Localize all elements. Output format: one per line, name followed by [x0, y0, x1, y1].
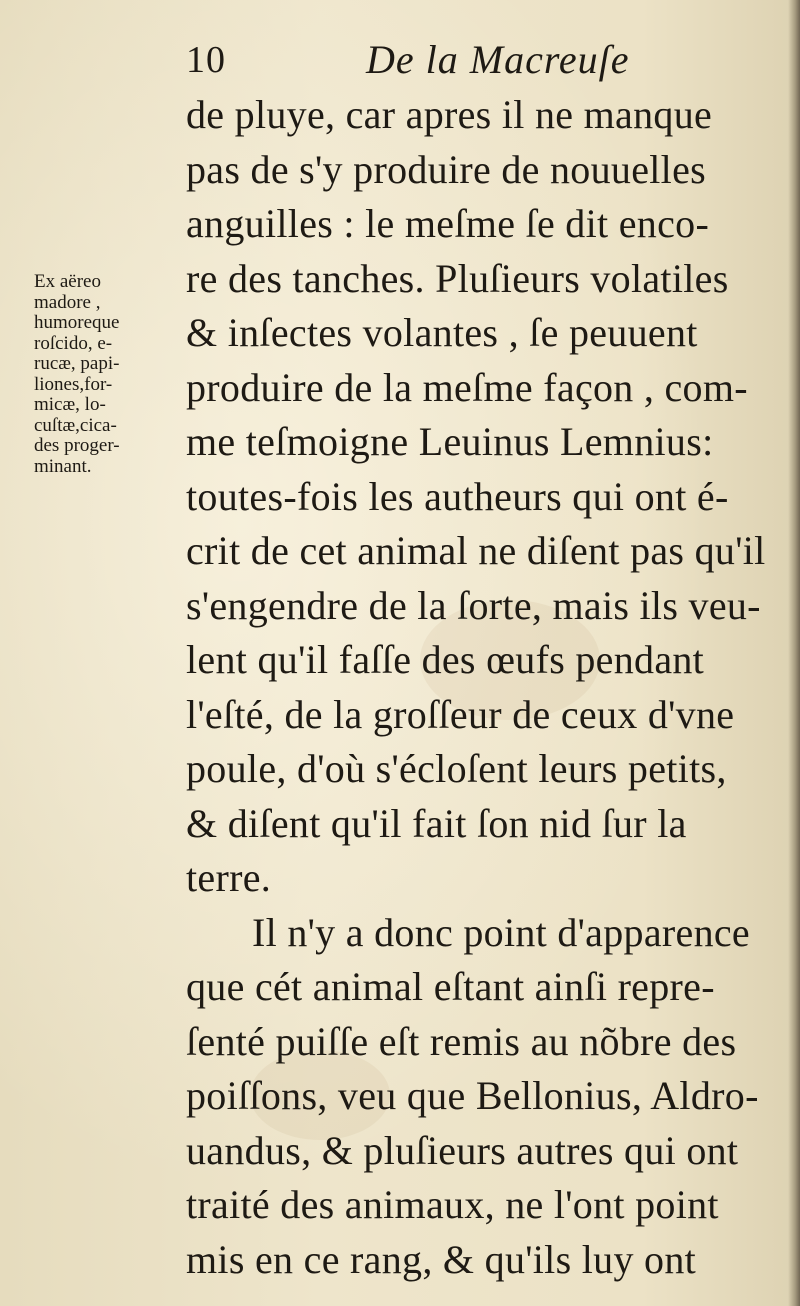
margin-note-line: cuſtæ,cica-	[34, 414, 117, 436]
margin-note-line: roſcido, e-	[34, 332, 113, 354]
text-line: toutes-fois les autheurs qui ont é-	[186, 473, 729, 519]
text-line: & diſent qu'il fait ſon nid ſur la	[186, 800, 687, 846]
margin-note-line: liones,for-	[34, 373, 113, 395]
margin-note	[34, 272, 184, 477]
text-line: l'eſté, de la groſſeur de ceux d'vne	[186, 691, 735, 737]
text-line: mis en ce rang, & qu'ils luy ont	[186, 1236, 697, 1282]
text-line: re des tanches. Pluſieurs volatiles	[186, 255, 729, 301]
margin-note-line: minant.	[34, 455, 92, 477]
body-text	[186, 88, 790, 1287]
text-line: poiſſons, veu que Bellonius, Aldro-	[186, 1073, 759, 1118]
text-line: que cét animal eſtant ainſi repre-	[186, 964, 715, 1009]
page-edge-shadow	[788, 0, 800, 1306]
text-line: traité des animaux, ne l'ont point	[186, 1182, 719, 1227]
margin-note-line: des proger-	[34, 435, 120, 456]
text-line: & inſectes volantes , ſe peuuent	[186, 310, 698, 355]
margin-note-line: humoreque	[34, 312, 120, 333]
running-title: De la Macreuſe	[366, 37, 630, 82]
paragraph-start-line: Il n'y a donc point d'apparence	[252, 909, 750, 955]
text-line: poule, d'où s'écloſent leurs petits,	[186, 746, 727, 791]
text-line: produire de la meſme façon , com-	[186, 364, 748, 410]
text-line: uandus, & pluſieurs autres qui ont	[186, 1127, 739, 1173]
text-line: terre.	[186, 855, 272, 900]
margin-note-line: Ex aëreo	[34, 271, 101, 292]
text-line: ſenté puiſſe eſt remis au nõbre des	[186, 1018, 737, 1064]
page-number: 10	[186, 39, 226, 81]
text-line: de pluye, car apres il ne manque	[186, 92, 713, 137]
margin-note-line: rucæ, papi-	[34, 353, 120, 374]
text-line: s'engendre de la ſorte, mais ils veu-	[186, 582, 761, 628]
margin-note-line: micæ, lo-	[34, 394, 106, 415]
text-line: crit de cet animal ne diſent pas qu'il	[186, 528, 766, 573]
page-header	[186, 30, 746, 90]
text-line: me teſmoigne Leuinus Lemnius:	[186, 419, 714, 464]
margin-note-line: madore ,	[34, 291, 101, 313]
text-line: pas de s'y produire de nouuelles	[186, 146, 707, 192]
text-line: anguilles : le meſme ſe dit enco-	[186, 201, 710, 246]
text-line: lent qu'il faſſe des œufs pendant	[186, 637, 705, 682]
